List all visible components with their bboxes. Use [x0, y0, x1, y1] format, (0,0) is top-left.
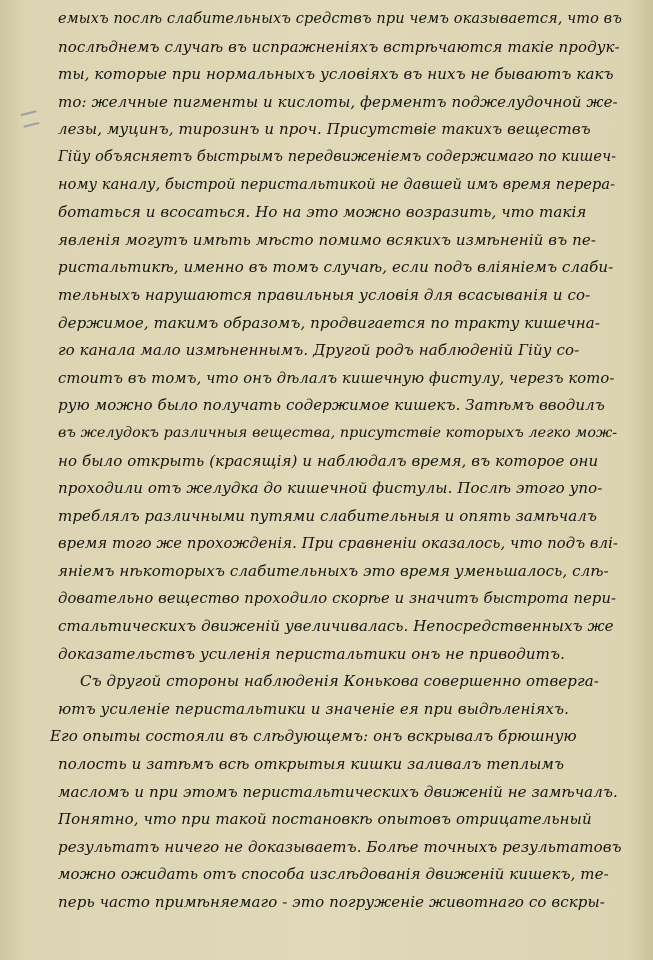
text-line: доказательствъ усиленія перистальтики онъ не приводитъ. [58, 644, 565, 663]
text-line: въ желудокъ различныя вещества, присутствіе которыхъ легко мож- [58, 424, 618, 441]
text-line: ты, которые при нормальныхъ условіяхъ въ нихъ не бываютъ какъ [58, 65, 614, 84]
text-line: но было открыть (красящія) и наблюдалъ время, въ которое они [58, 451, 599, 470]
text-line: то: желчные пигменты и кислоты, ферментъ поджелудочной же- [58, 92, 618, 111]
text-line: треблялъ различными путями слабительныя и опять замѣчалъ [58, 506, 598, 525]
text-line: время того же прохожденія. При сравненіи оказалось, что подъ влі- [58, 535, 619, 553]
text-line: можно ожидать отъ способа изслѣдованія движеній кишекъ, те- [58, 865, 609, 884]
text-line: ботаться и всосаться. Но на это можно возразить, что такія [58, 203, 587, 222]
text-line: го канала мало измѣненнымъ. Другой родъ наблюденій Гiйу со- [58, 341, 580, 360]
text-line: перь часто примѣняемаго - это погруженіе животнаго со вскры- [58, 893, 605, 911]
text-line: явленія могутъ имѣть мѣсто помимо всякихъ измѣненій въ пе- [58, 230, 596, 249]
text-line: держимое, такимъ образомъ, продвигается по тракту кишечна- [58, 313, 600, 332]
text-line: тельныхъ нарушаются правильныя условія для всасыванія и со- [58, 285, 591, 304]
text-line: довательно вещество проходило скорѣе и значитъ быстрота пери- [58, 590, 617, 608]
text-line: Гiйу объясняетъ быстрымъ передвиженіемъ содержимаго по кишеч- [58, 148, 617, 165]
text-line: ному каналу, быстрой перистальтикой не давшей имъ время перера- [58, 176, 616, 193]
text-line: рую можно было получать содержимое кишекъ. Затѣмъ вводилъ [58, 396, 605, 415]
text-line: послѣднемъ случаѣ въ испражненіяхъ встрѣчаются такіе продук- [58, 37, 620, 56]
text-line: полость и затѣмъ всѣ открытыя кишки заливалъ теплымъ [58, 755, 565, 774]
margin-pencil-mark [21, 110, 40, 127]
text-line: ютъ усиленіе перистальтики и значеніе ея при выдѣленіяхъ. [58, 699, 569, 718]
text-line: стальтическихъ движеній увеличивалась. Непосредственныхъ же [58, 617, 614, 636]
text-line: лезы, муцинъ, тирозинъ и проч. Присутствіе такихъ веществъ [58, 120, 591, 139]
text-line: Понятно, что при такой постановкѣ опытовъ отрицательный [58, 810, 592, 829]
text-line: проходили отъ желудка до кишечной фистулы. Послѣ этого упо- [58, 479, 603, 498]
text-line: результатъ ничего не доказываетъ. Болѣе точныхъ результатовъ [58, 837, 622, 856]
text-line: масломъ и при этомъ перистальтическихъ движеній не замѣчалъ. [58, 782, 618, 801]
paragraph-start-line: Съ другой стороны наблюденія Конькова совершенно отверга- [80, 672, 599, 691]
text-line: стоитъ въ томъ, что онъ дѣлалъ кишечную фистулу, черезъ кото- [58, 369, 615, 387]
text-line: ристальтикѣ, именно въ томъ случаѣ, если подъ вліяніемъ слаби- [58, 258, 614, 277]
text-line: емыхъ послѣ слабительныхъ средствъ при чемъ оказывается, что въ [58, 11, 622, 27]
text-line: Его опыты состояли въ слѣдующемъ: онъ вскрывалъ брюшную [50, 727, 577, 746]
text-line: яніемъ нѣкоторыхъ слабительныхъ это время уменьшалось, слѣ- [58, 561, 609, 580]
handwritten-text-block [50, 6, 623, 917]
